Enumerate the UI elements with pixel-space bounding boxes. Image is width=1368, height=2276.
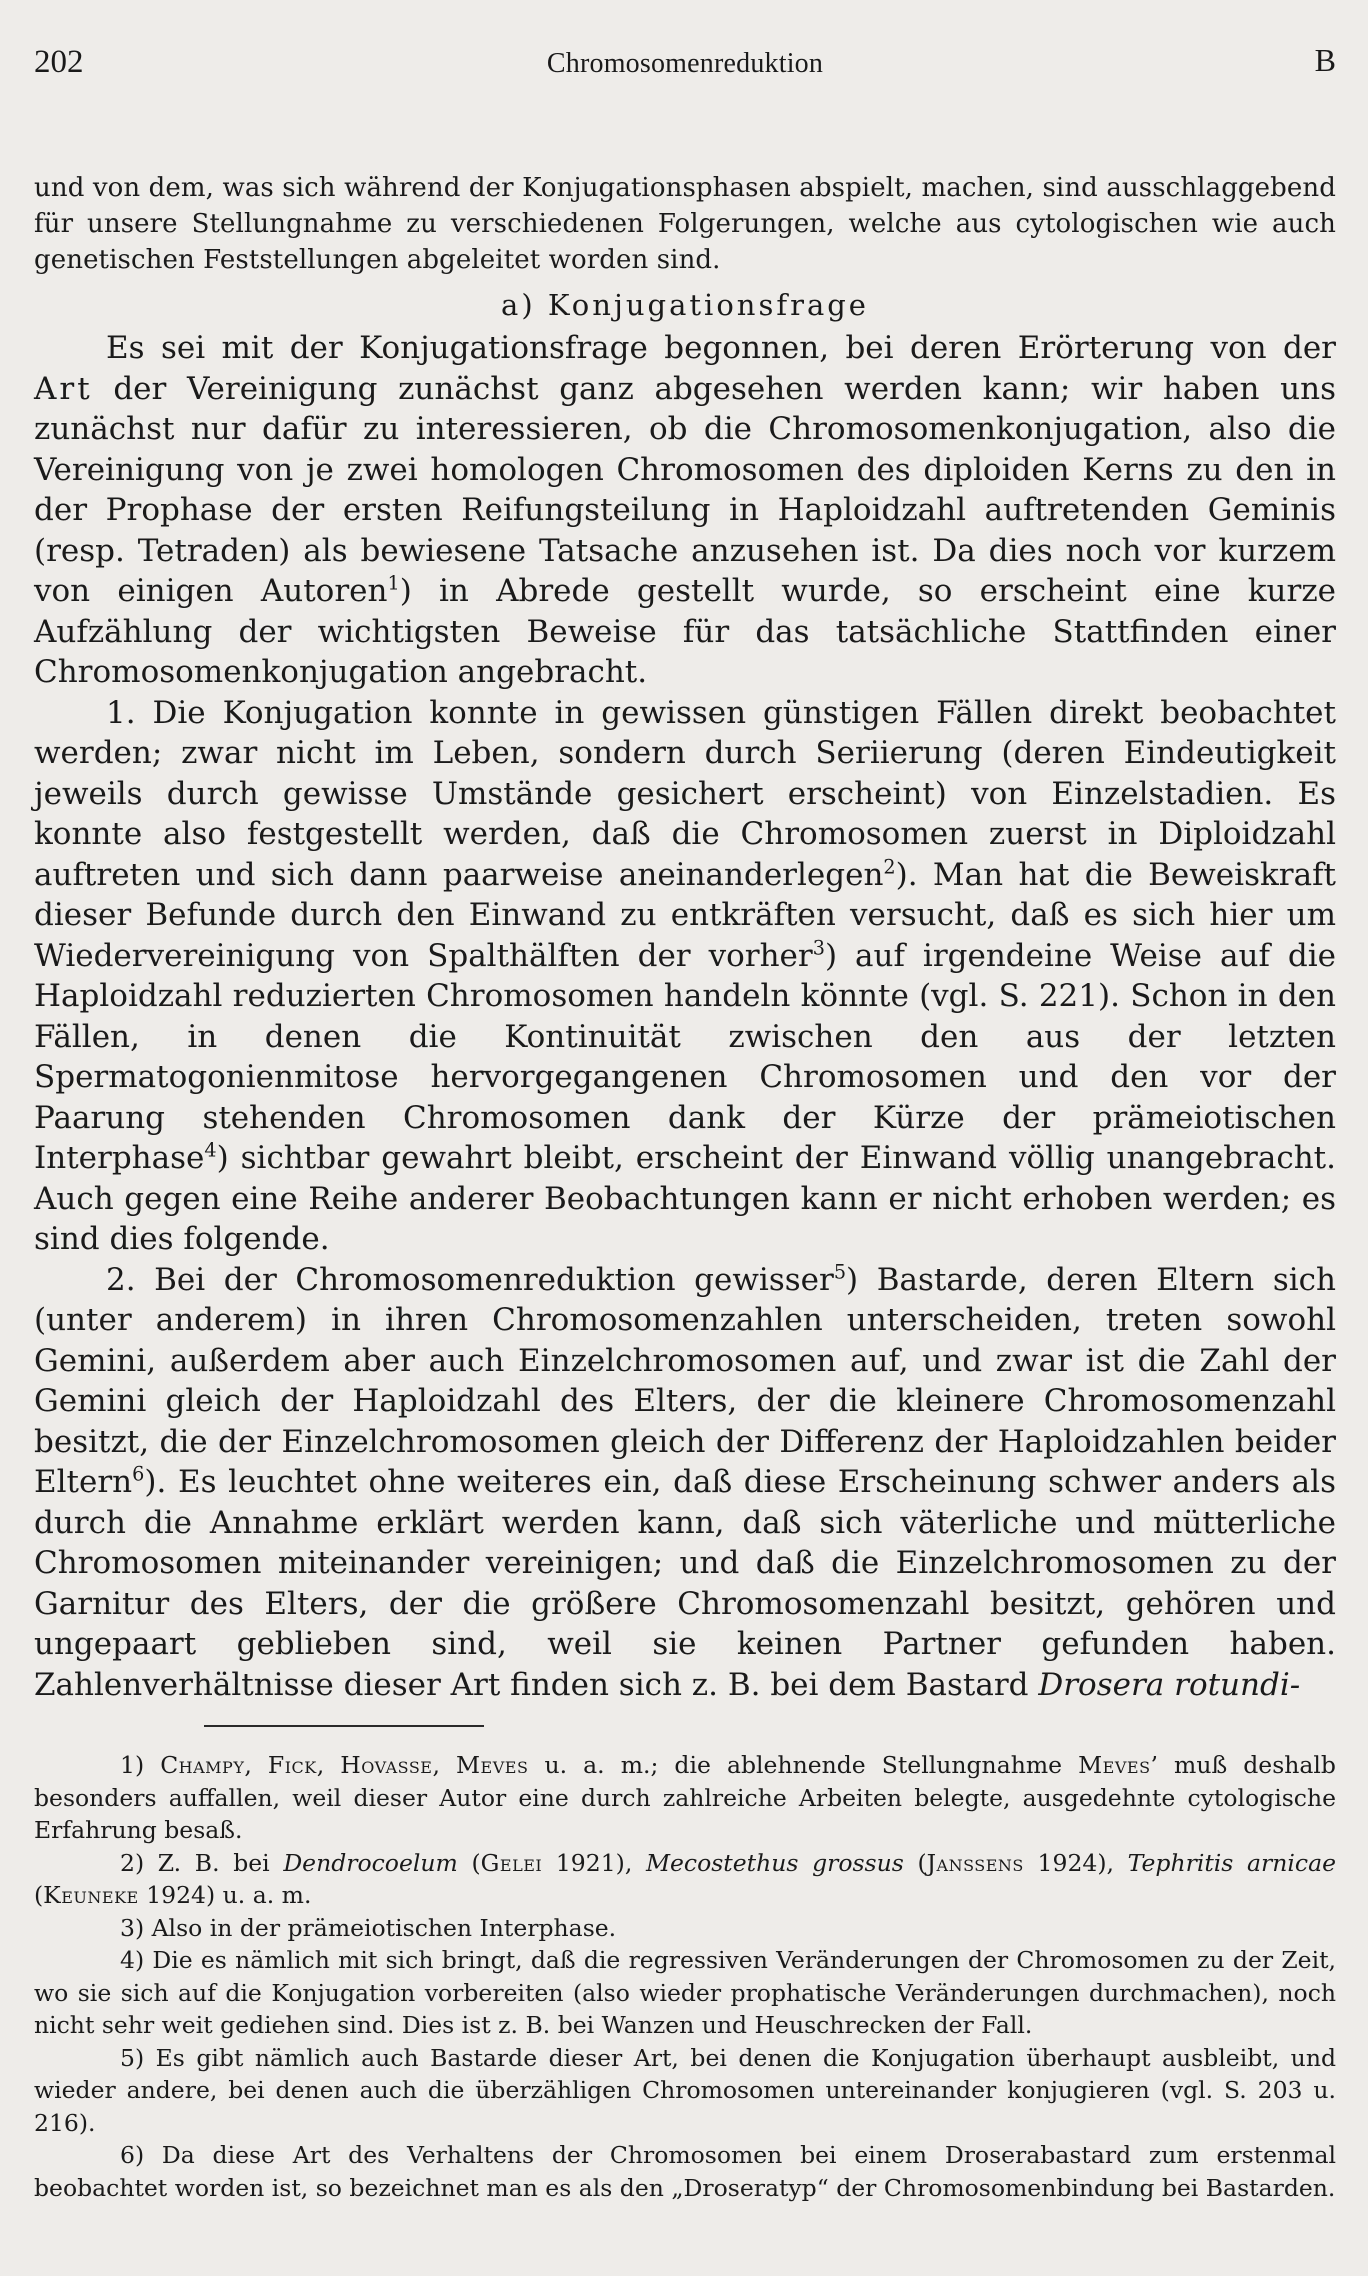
footnote-3: 3) Also in der prämeiotischen Interphase. (120, 1913, 617, 1942)
footnote-divider (204, 1725, 484, 1727)
text-run: 1921), (542, 1848, 646, 1877)
text-run: ( (34, 1881, 44, 1909)
text-run: Es sei mit der Konjugationsfrage begonnen, bei deren Erörterung von der (106, 330, 1336, 366)
footnote-4: 4) Die es nämlich mit sich bringt, daß die regressiven Veränderungen der Chromosomen zu der Zeit, wo sie sich auf die Konjugation vorbereiten (also wieder prophatische Veränderungen durchmachen), noch nicht sehr weit gediehen sind. Dies ist z. B. bei Wanzen und Heuschrecken der Fall. (34, 1946, 1336, 2039)
text-run: 2) Z. B. bei (120, 1848, 284, 1877)
species-name: Mecostethus grossus (645, 1848, 904, 1877)
text-run: der Vereinigung zunächst ganz abgesehen werden kann; wir haben uns zunächst nur dafür zu interessieren, ob die Chromosomenkonjugation, also die Vereinigung von je zwei homologen Chromosomen des diploiden Kerns zu den in der Prophase der ersten Reifungsteilung in Haploidzahl auftretenden Geminis (resp. Tetraden) als bewiesene Tatsache anzusehen ist. Da dies noch vor kurzem von einigen Autoren (34, 370, 1336, 609)
text-run: ) auf irgendeine Weise auf die Haploidzahl reduzierten Chromosomen handeln könnte (vgl. S. 221). Schon in den Fällen, in denen die Kontinuität zwischen den aus der letzten Spermatogonienmitose hervorgegangenen Chromosomen und den vor der Paarung stehenden Chromosomen dank der Kürze der prämeiotischen Interphase (34, 937, 1336, 1176)
text-run: , (316, 1751, 341, 1779)
text-run: ). Man hat die Beweiskraft dieser Befunde durch den Einwand zu entkräften versucht, daß es sich hier um Wiedervereinigung von Spalthälften der vorher (34, 856, 1336, 974)
author-name: Meves (1078, 1751, 1151, 1779)
intro-paragraph: und von dem, was sich während der Konjugationsphasen abspielt, machen, sind ausschlaggebend für unsere Stellungnahme zu verschiedenen Folgerungen, welche aus cytologischen wie auch genetischen Feststellungen abgeleitet worden sind. (34, 173, 1336, 275)
author-name: Hovasse (340, 1751, 433, 1779)
footnote-6: 6) Da diese Art des Verhaltens der Chromosomen bei einem Droserabastard zum erstenmal beobachtet worden ist, so bezeichnet man es als den „Droseratyp“ der Chromosomenbindung bei Bastarden. (34, 2141, 1336, 2202)
text-run: u. a. m.; die ablehnende Stellungnahme (528, 1751, 1079, 1779)
text-run: , (244, 1751, 268, 1779)
paragraph-point-1 (34, 693, 1336, 1260)
author-name: Fick (267, 1751, 317, 1779)
author-name: Janssens (926, 1848, 1024, 1877)
text-run: ) in Abrede gestellt wurde, so erscheint eine kurze Aufzählung der wichtigsten Beweise für das tatsächliche Stattfinden einer Chromosomenkonjugation angebracht. (34, 573, 1337, 690)
text-run: ) Bastarde, deren Eltern sich (unter anderem) in ihren Chromosomenzahlen unterscheiden, treten sowohl Gemini, außerdem aber auch Einzelchromosomen auf, und zwar ist die Zahl der Gemini gleich der Haploidzahl des Elters, der die kleinere Chromosomenzahl besitzt, die der Einzelchromosomen gleich der Differenz der Haploidzahlen beider Eltern (34, 1261, 1336, 1500)
paragraph-konjugationsfrage (34, 328, 1336, 693)
footnote-ref-2[interactable]: 2 (883, 855, 896, 879)
species-name: Dendrocoelum (283, 1848, 458, 1877)
page-header (34, 44, 1336, 96)
emphasis-art: Art (34, 370, 93, 407)
page-number: 202 (34, 44, 84, 80)
paragraph-point-2 (34, 1260, 1336, 1706)
species-name: Tephritis arnicae (1127, 1848, 1336, 1877)
text-run: 1924) u. a. m. (138, 1881, 312, 1909)
footnote-2 (34, 1847, 1336, 1912)
body-text (34, 328, 1336, 1705)
footnote-ref-3[interactable]: 3 (812, 936, 825, 960)
footnote-5: 5) Es gibt nämlich auch Bastarde dieser Art, bei denen die Konjugation überhaupt ausbleibt, und wieder andere, bei denen auch die überzähligen Chromosomen untereinander konjugieren (vgl. S. 203 u. 216). (34, 2043, 1336, 2137)
author-name: Keuneke (43, 1881, 139, 1909)
footnotes (34, 1749, 1336, 2204)
text-run: ) sichtbar gewahrt bleibt, erscheint der Einwand völlig unangebracht. Auch gegen eine Reihe anderer Beobachtungen kann er nicht erhoben werden; es sind dies folgende. (34, 1140, 1336, 1257)
footnote-1 (34, 1749, 1336, 1847)
footnote-ref-6[interactable]: 6 (132, 1462, 145, 1486)
author-name: Meves (456, 1751, 529, 1779)
footnote-ref-1[interactable]: 1 (387, 571, 400, 595)
text-run: ( (903, 1848, 927, 1877)
section-heading: a) Konjugationsfrage (501, 288, 869, 322)
author-name: Champy (160, 1751, 245, 1779)
footnote-number: 1) (120, 1751, 161, 1779)
footnote-ref-4[interactable]: 4 (204, 1138, 217, 1162)
section-letter: B (1314, 42, 1336, 78)
text-run: ). Es leuchtet ohne weiteres ein, daß diese Erscheinung schwer anders als durch die Annahme erklärt werden kann, daß sich väterliche und mütterliche Chromosomen miteinander vereinigen; und daß die Einzelchromosomen zu der Garnitur des Elters, der die größere Chromosomenzahl besitzt, gehören und ungepaart geblieben sind, weil sie keinen Partner gefunden haben. Zahlenverhältnisse dieser Art finden sich z. B. bei dem Bastard (34, 1464, 1336, 1703)
text-run: , (432, 1751, 456, 1779)
species-name: Drosera rotundi- (1038, 1666, 1301, 1703)
running-title: Chromosomenreduktion (546, 48, 824, 79)
text-run: 2. Bei der Chromosomenreduktion gewisser (106, 1261, 834, 1298)
text-run: ’ muß deshalb besonders auffallen, weil dieser Autor eine durch zahlreiche Arbeiten belegte, ausgedehnte cytologische Erfahrung besaß. (34, 1751, 1336, 1844)
text-run: 1. Die Konjugation konnte in gewissen günstigen Fällen direkt beobachtet werden; zwar nicht im Leben, sondern durch Seriierung (deren Eindeutigkeit jeweils durch gewisse Umstände gesichert erscheint) von Einzelstadien. Es konnte also festgestellt werden, daß die Chromosomen zuerst in Diploidzahl auftreten und sich dann paarweise aneinanderlegen (34, 694, 1336, 893)
footnote-ref-5[interactable]: 5 (833, 1260, 847, 1284)
text-run: ( (457, 1848, 481, 1877)
book-page (34, 44, 1336, 2244)
author-name: Gelei (480, 1848, 543, 1877)
text-run: 1924), (1023, 1848, 1128, 1877)
